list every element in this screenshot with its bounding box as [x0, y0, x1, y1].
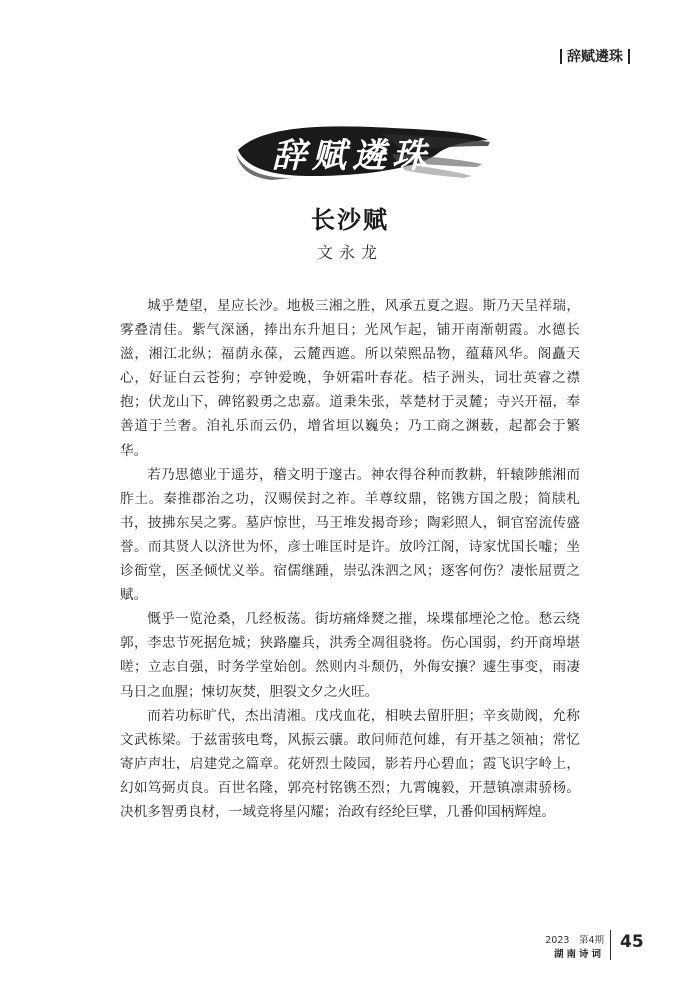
banner-title: 辞赋遴珠 [272, 136, 432, 176]
article-title: 长沙赋 [311, 206, 389, 234]
paragraph: 而若功标旷代，杰出清湘。戊戌血花，相映去留肝胆；辛亥勋阀，允称文武栋梁。于兹雷骇电骛，风振云骧。敢问师范何雄，有开基之领袖；常忆寄庐声壮，启建党之篇章。花妍烈士陵园，影若丹心碧血；霞飞识字岭上，幻如笃弼贞良。百世名隆，郭亮村铭镌丕烈；九霄魄毅，开慧镇凛肃骄杨。决机多智勇良材，一域竞将星闪耀；治政有经纶巨擘，几番仰国柄辉煌。 [120, 707, 580, 820]
paragraph: 慨乎一览沧桑，几经板荡。街坊痛烽燹之摧，垛堞郁堙沦之怆。愁云绕郭，李忠节死据危城；狭路鏖兵，洪秀全凋徂骁将。伤心国弱，约开商埠堪嗟；立志自强，时务学堂始创。然则内斗颓仍，外侮安攘？遽生事变，雨凄马日之血腥；悚切灰焚，胆裂文夕之火旺。 [120, 611, 580, 700]
page-number: 45 [620, 932, 644, 952]
footer-divider [610, 930, 611, 960]
issue-label: 2023 第4期 [545, 935, 604, 946]
paragraph: 若乃思德业于遥芬，稽文明于邃古。神农得谷种而教耕，轩辕陟熊湘而胙土。秦推郡治之功，汉赐侯封之祚。羊尊纹鼎，铭镌方国之殷；简牍札书，披拂东吴之雾。墓庐惊世，马王堆发揭奇珍；陶彩照人，铜官窑流传盛誉。而其贤人以济世为怀，彦士唯匡时是许。放吟江阁，诗家忧国长嘘；坐诊衙堂，医圣倾忧义举。宿儒继踵，崇弘洙泗之风；逐客何伤？凄怅屈贾之赋。 [120, 466, 580, 604]
header-left-bar [560, 49, 562, 64]
article-body [120, 294, 580, 824]
article-author: 文永龙 [316, 243, 383, 262]
header-section-title: 辞赋遴珠 [567, 49, 623, 65]
header-right-bar [628, 49, 630, 64]
running-header [560, 46, 630, 66]
paragraph: 城乎楚望，星应长沙。地极三湘之胜，风承五夏之遐。斯乃天呈祥瑞，雾叠清佳。紫气深涵，捧出东升旭日；光风乍起，铺开南渐朝霞。水德长滋，湘江北纵；福荫永葆，云麓西遮。所以荣熙品物，蕴藉风华。阁矗天心，好证白云苍狗；亭钟爱晚，争妍霜叶春花。桔子洲头，词壮英睿之襟抱；伏龙山下，碑铭毅勇之忠嘉。道秉朱张，萃楚材于灵麓；寺兴开福，奉善道于兰奢。洎礼乐而云仍，增省垣以巍奂；乃工商之渊薮，起都会于繁华。 [120, 298, 580, 459]
column-banner [232, 120, 492, 184]
journal-name: 湖南诗词 [553, 949, 604, 960]
